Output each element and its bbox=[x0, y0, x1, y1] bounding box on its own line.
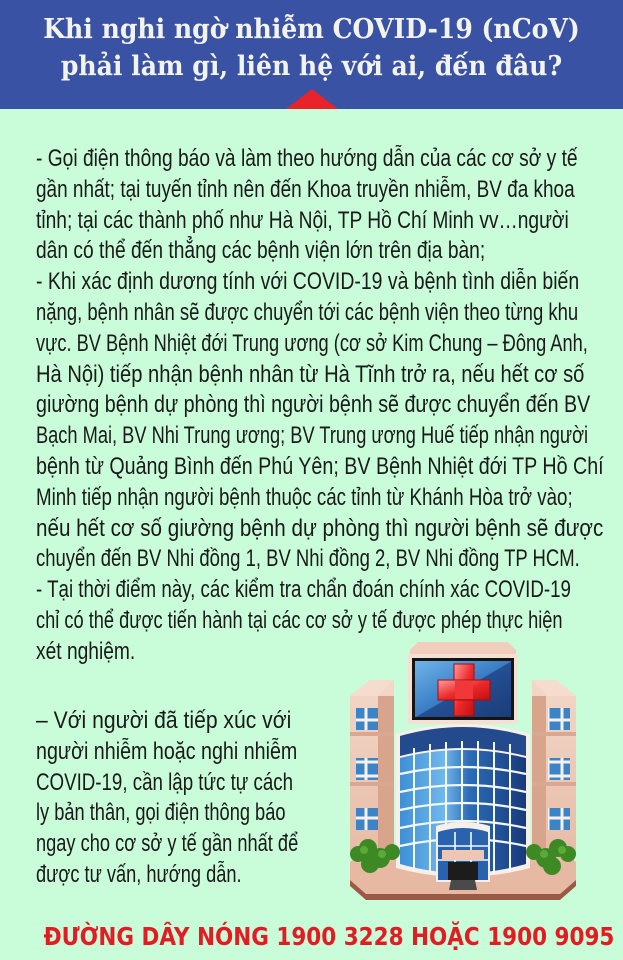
text-line: ly bản thân, gọi điện thông báo bbox=[36, 799, 286, 827]
text-line: – Với người đã tiếp xúc với bbox=[36, 707, 292, 734]
text-line: nặng, bệnh nhân sẽ được chuyển tới các bệnh viện theo từng khu bbox=[36, 298, 579, 326]
main-instructions bbox=[36, 144, 602, 668]
header-banner bbox=[0, 0, 623, 109]
title-line-1: Khi nghi ngờ nhiễm COVID-19 (nCoV) bbox=[43, 14, 580, 45]
page-title bbox=[22, 11, 601, 85]
text-line: Minh tiếp nhận người bệnh thuộc các tỉnh từ Khánh Hòa trở vào; bbox=[36, 483, 573, 511]
text-line: chỉ có thể được tiến hành tại các cơ sở y tế được phép thực hiện bbox=[36, 606, 563, 634]
text-line: vực. BV Bệnh Nhiệt đới Trung ương (cơ sở Kim Chung – Đông Anh, bbox=[36, 329, 588, 357]
contact-advice bbox=[36, 706, 316, 891]
text-line: người nhiễm hoặc nghi nhiễm bbox=[36, 737, 298, 765]
triangle-pointer-icon bbox=[286, 89, 338, 109]
text-line: giường bệnh dự phòng thì người bệnh sẽ được chuyển đến BV bbox=[36, 391, 591, 419]
text-line: Bạch Mai, BV Nhi Trung ương; BV Trung ương Huế tiếp nhận người bbox=[36, 422, 589, 450]
text-line: - Khi xác định dương tính với COVID-19 và bệnh tình diễn biến bbox=[36, 268, 580, 296]
text-line: nếu hết cơ số giường bệnh dự phòng thì người bệnh sẽ được bbox=[36, 514, 604, 542]
text-line: - Tại thời điểm này, các kiểm tra chẩn đoán chính xác COVID-19 bbox=[36, 576, 571, 604]
text-line: COVID-19, cần lập tức tự cách bbox=[36, 768, 294, 796]
text-line: dân có thể đến thẳng các bệnh viện lớn trên địa bàn; bbox=[36, 237, 486, 265]
window-icon bbox=[356, 708, 378, 730]
text-line: ngay cho cơ sở y tế gần nhất để bbox=[36, 830, 299, 858]
text-line: được tư vấn, hướng dẫn. bbox=[36, 860, 242, 888]
text-line: bệnh từ Quảng Bình đến Phú Yên; BV Bệnh Nhiệt đới TP Hồ Chí bbox=[36, 452, 604, 480]
hotline-banner: ĐƯỜNG DÂY NÓNG 1900 3228 HOẶC 1900 9095 bbox=[43, 922, 615, 951]
text-line: Hà Nội) tiếp nhận bệnh nhân từ Hà Tĩnh trở ra, nếu hết cơ số bbox=[36, 360, 585, 388]
hospital-building-icon bbox=[338, 636, 588, 906]
text-line: tỉnh; tại các thành phố như Hà Nội, TP Hồ Chí Minh vv…người bbox=[36, 206, 569, 234]
text-line: gần nhất; tại tuyến tỉnh nên đến Khoa truyền nhiễm, BV đa khoa bbox=[36, 175, 575, 203]
text-line: chuyển đến BV Nhi đồng 1, BV Nhi đồng 2, BV Nhi đồng TP HCM. bbox=[36, 545, 580, 573]
title-line-2: phải làm gì, liên hệ với ai, đến đâu? bbox=[60, 51, 563, 82]
text-line: xét nghiệm. bbox=[36, 637, 136, 665]
text-line: - Gọi điện thông báo và làm theo hướng dẫn của các cơ sở y tế bbox=[36, 145, 578, 172]
